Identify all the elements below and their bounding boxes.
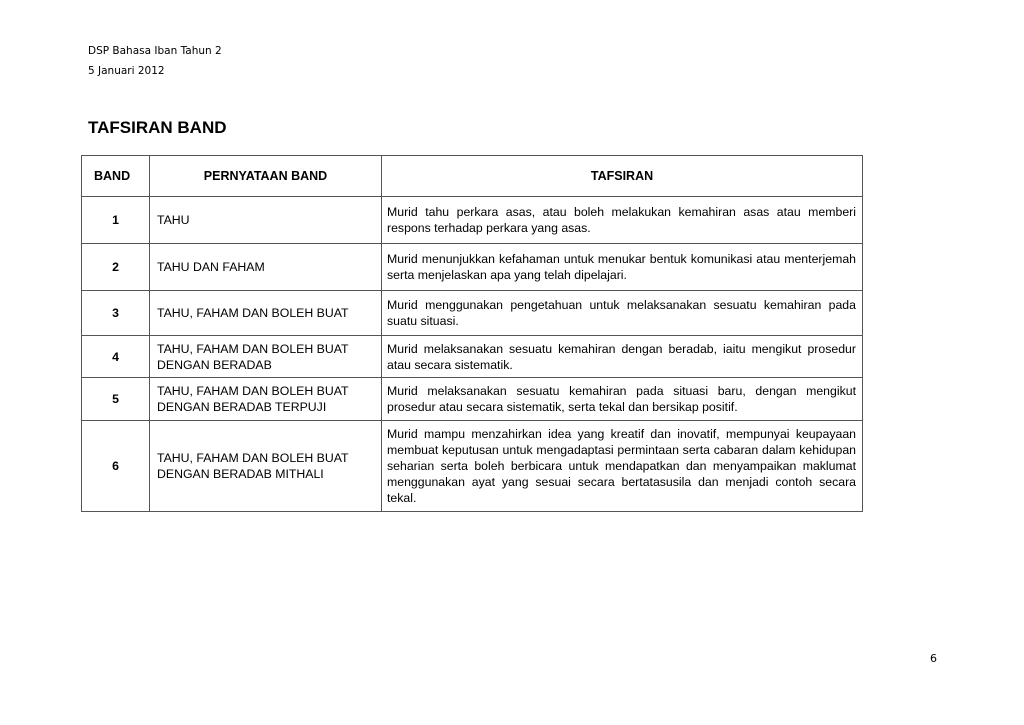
band-statement: TAHU bbox=[150, 197, 382, 244]
band-tafsiran: Murid melaksanakan sesuatu kemahiran pada situasi baru, dengan mengikut prosedur atau secara sistematik, serta tekal dan bersikap positif. bbox=[382, 378, 863, 421]
document-header bbox=[88, 41, 222, 81]
band-number: 3 bbox=[82, 291, 150, 336]
table-row bbox=[82, 421, 863, 512]
band-statement: TAHU, FAHAM DAN BOLEH BUAT DENGAN BERADAB MITHALI bbox=[150, 421, 382, 512]
band-statement: TAHU, FAHAM DAN BOLEH BUAT DENGAN BERADAB TERPUJI bbox=[150, 378, 382, 421]
band-statement: TAHU, FAHAM DAN BOLEH BUAT DENGAN BERADAB bbox=[150, 336, 382, 378]
table-header-row bbox=[82, 156, 863, 197]
page-title: TAFSIRAN BAND bbox=[88, 118, 227, 137]
header-date: 5 Januari 2012 bbox=[88, 65, 165, 77]
band-tafsiran: Murid melaksanakan sesuatu kemahiran dengan beradab, iaitu mengikut prosedur atau secara sistematik. bbox=[382, 336, 863, 378]
band-tafsiran: Murid tahu perkara asas, atau boleh melakukan kemahiran asas atau memberi respons terhadap perkara yang asas. bbox=[382, 197, 863, 244]
band-statement: TAHU DAN FAHAM bbox=[150, 244, 382, 291]
band-number: 1 bbox=[82, 197, 150, 244]
band-statement: TAHU, FAHAM DAN BOLEH BUAT bbox=[150, 291, 382, 336]
table-row bbox=[82, 336, 863, 378]
band-tafsiran: Murid menunjukkan kefahaman untuk menukar bentuk komunikasi atau menterjemah serta menjelaskan apa yang telah dipelajari. bbox=[382, 244, 863, 291]
table-row bbox=[82, 197, 863, 244]
table-row bbox=[82, 291, 863, 336]
table-row bbox=[82, 378, 863, 421]
band-number: 5 bbox=[82, 378, 150, 421]
band-tafsiran: Murid mampu menzahirkan idea yang kreatif dan inovatif, mempunyai keupayaan membuat keputusan untuk mengadaptasi permintaan serta cabaran dalam kehidupan seharian serta boleh berbicara untuk mendapatkan dan menyampaikan maklumat menggunakan ayat yang sesuai secara bertatasusila dan menjadi contoh secara tekal. bbox=[382, 421, 863, 512]
band-tafsiran: Murid menggunakan pengetahuan untuk melaksanakan sesuatu kemahiran pada suatu situasi. bbox=[382, 291, 863, 336]
header-band: BAND bbox=[82, 156, 150, 197]
band-table bbox=[81, 155, 863, 512]
table-row bbox=[82, 244, 863, 291]
band-number: 6 bbox=[82, 421, 150, 512]
header-pernyataan: PERNYATAAN BAND bbox=[150, 156, 382, 197]
band-number: 2 bbox=[82, 244, 150, 291]
header-subject: DSP Bahasa Iban Tahun 2 bbox=[88, 45, 222, 57]
page-number: 6 bbox=[930, 652, 937, 665]
header-tafsiran: TAFSIRAN bbox=[382, 156, 863, 197]
band-number: 4 bbox=[82, 336, 150, 378]
